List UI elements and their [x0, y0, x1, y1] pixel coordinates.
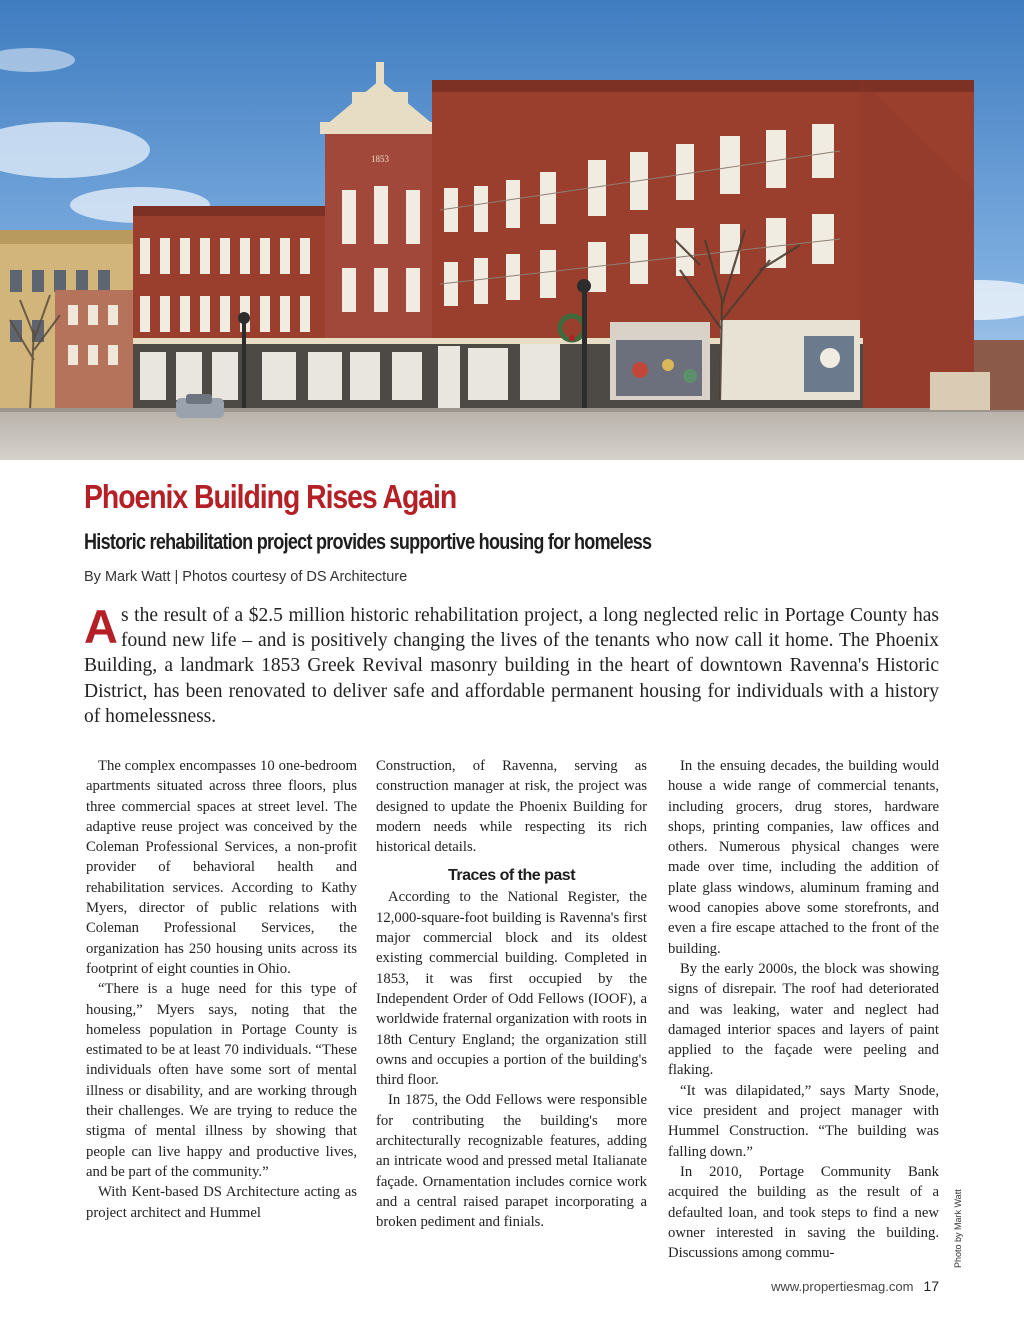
- section-heading: Traces of the past: [447, 867, 576, 885]
- body-paragraph: In 2010, Portage Community Bank acquired the building as the result of a defaulted loan, and took steps to find a new owner interested in saving the building. Discussions among commu-: [668, 1163, 939, 1262]
- body-paragraph: Construction, of Ravenna, serving as construction manager at risk, the project was designed to update the Phoenix Building for modern needs while respecting its rich historical details.: [376, 758, 647, 856]
- body-column-3: [668, 756, 939, 1263]
- body-paragraph: “There is a huge need for this type of housing,” Myers says, noting that the homeless population in Portage County is estimated to be at least 70 individuals. “These individuals often have some sort of mental illness or disability, and are working through their challenges. We are trying to reduce the stigma of mental illness by showing that people can live happy and productive lives, and be part of the community.”: [86, 981, 357, 1180]
- footer-url[interactable]: www.propertiesmag.com: [771, 1279, 914, 1294]
- page-footer: [771, 1278, 939, 1294]
- intro-text: s the result of a $2.5 million historic rehabilitation project, a long neglected relic in Portage County has found new life – and is positively changing the lives of the tenants who now call it home. The Phoenix Building, a landmark 1853 Greek Revival masonry building in the heart of downtown Ravenna's Historic District, has been renovated to deliver safe and affordable permanent housing for individuals with a history of homelessness.: [84, 605, 939, 727]
- hero-photo: [0, 0, 1024, 460]
- body-paragraph: By the early 2000s, the block was showing signs of disrepair. The roof had deteriorated and was leaking, water and neglect had damaged interior spaces and layers of paint applied to the façade were peeling and flaking.: [668, 960, 939, 1079]
- body-paragraph: According to the National Register, the 12,000-square-foot building is Ravenna's first major commercial block and its oldest existing commercial building. Completed in 1853, it was first occupied by the Independent Order of Odd Fellows (IOOF), a worldwide fraternal organization with roots in 18th Century England; the organization still owns and occupies a portion of the building's third floor.: [376, 889, 647, 1089]
- article-intro: [84, 600, 939, 729]
- body-paragraph: With Kent-based DS Architecture acting as project architect and Hummel: [86, 1184, 357, 1221]
- body-paragraph: “It was dilapidated,” says Marty Snode, vice president and project manager with Hummel Construction. “The building was falling down.”: [668, 1082, 939, 1160]
- intro-dropcap: A: [84, 600, 118, 653]
- photo-credit: Photo by Mark Watt: [953, 1189, 963, 1268]
- body-paragraph: In the ensuing decades, the building would house a wide range of commercial tenants, including grocers, drug stores, hardware shops, printing companies, law offices and others. Numerous physical changes were made over time, including the addition of plate glass windows, aluminum framing and wood canopies above some storefronts, and even a fire escape attached to the front of the building.: [668, 758, 939, 957]
- article-subtitle: Historic rehabilitation project provides supportive housing for homeless: [84, 529, 652, 554]
- article-title: Phoenix Building Rises Again: [84, 478, 457, 515]
- article-byline: By Mark Watt | Photos courtesy of DS Architecture: [84, 569, 408, 585]
- building-plaque: 1853: [371, 154, 389, 164]
- body-column-2: [376, 756, 647, 1233]
- body-column-1: [86, 756, 357, 1223]
- body-paragraph: In 1875, the Odd Fellows were responsible for contributing the building's more architecturally recognizable features, adding an intricate wood and pressed metal Italianate façade. Ornamentation includes cornice work and a central raised parapet incorporating a broken pediment and finials.: [376, 1092, 647, 1231]
- page-number: 17: [923, 1278, 939, 1294]
- body-paragraph: The complex encompasses 10 one-bedroom apartments situated across three floors, plus three commercial spaces at street level. The adaptive reuse project was conceived by the Coleman Professional Services, a non-profit provider of behavioral health and rehabilitation services. According to Kathy Myers, director of public relations with Coleman Professional Services, the organization has 250 housing units across its footprint of eight counties in Ohio.: [86, 758, 357, 977]
